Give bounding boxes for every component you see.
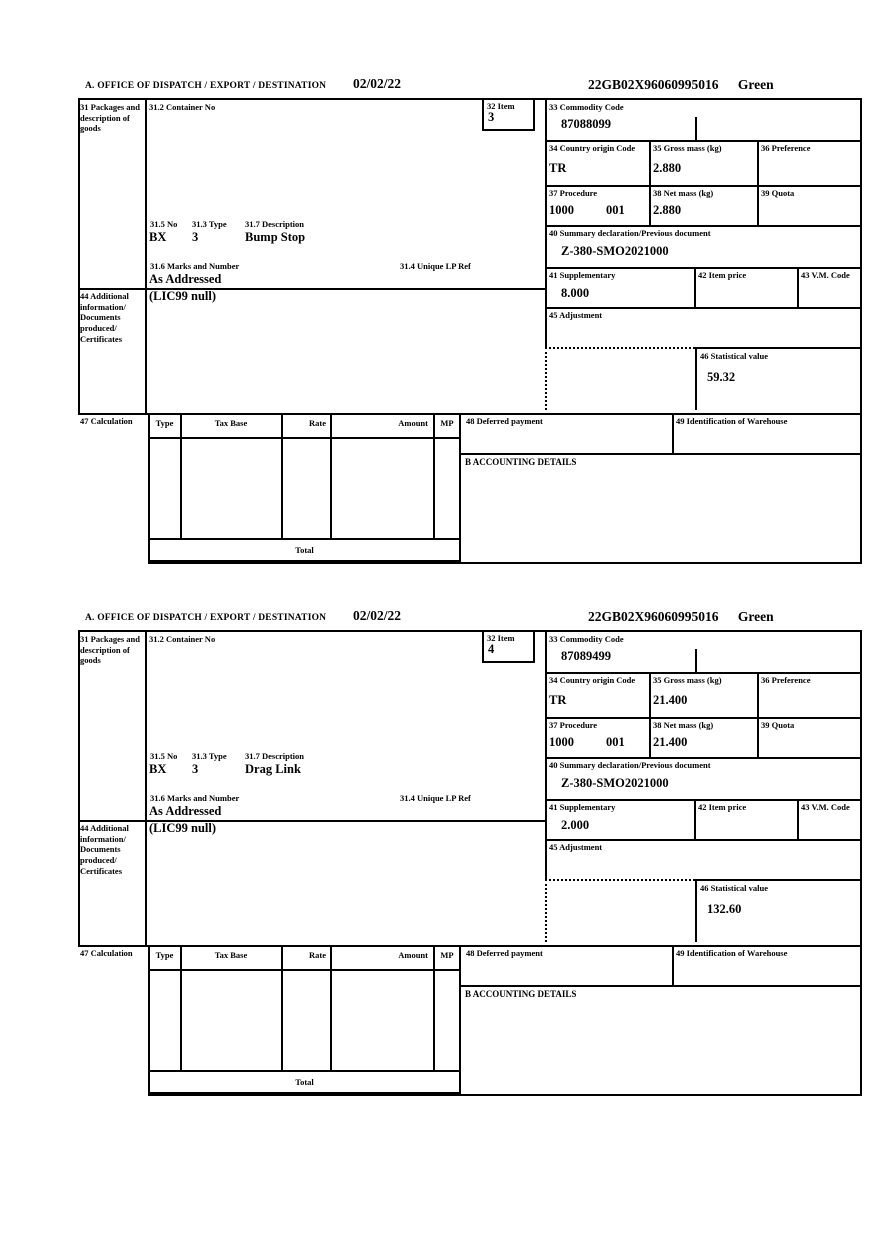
box35-gross-mass-label: 35 Gross mass (kg) <box>653 143 722 153</box>
sad-continuation-copy <box>0 607 882 1139</box>
box48-deferred-payment-label: 48 Deferred payment <box>466 948 543 958</box>
commodity-code-value: 87088099 <box>561 117 611 131</box>
box43-vm-code-label: 43 V.M. Code <box>801 802 850 812</box>
box48-bottom-border <box>461 985 862 987</box>
box43-vm-code-label: 43 V.M. Code <box>801 270 850 280</box>
box34-country-origin-label: 34 Country origin Code <box>549 143 636 153</box>
box45-dotted-bottom-border <box>545 879 695 881</box>
box40-bottom-border <box>545 267 862 269</box>
box40-bottom-border <box>545 799 862 801</box>
item-number-value: 3 <box>488 110 495 124</box>
supplementary-units-value: 8.000 <box>561 286 590 300</box>
box45-top-border <box>545 307 862 309</box>
box41-supplementary-label: 41 Supplementary <box>549 802 616 812</box>
net-mass-value: 2.880 <box>653 203 682 217</box>
box45-adjustment-label: 45 Adjustment <box>549 842 603 852</box>
box31-6-marks-label: 31.6 Marks and Number <box>150 261 240 271</box>
box40-previous-document-label: 40 Summary declaration/Previous document <box>549 760 711 770</box>
box33-bottom-border <box>545 672 862 674</box>
box37-row-bottom-border <box>545 225 862 227</box>
box42-item-price-label: 42 Item price <box>698 270 747 280</box>
box32-item-label: 32 Item <box>487 101 515 111</box>
label-column-divider <box>145 630 147 945</box>
box31-2-container-label: 31.2 Container No <box>149 634 216 644</box>
calc-col-divider-taxbase <box>281 947 283 1070</box>
previous-document-value: Z-380-SMO2021000 <box>561 776 669 790</box>
box45-top-border <box>545 839 862 841</box>
form-top-border <box>78 630 862 632</box>
package-no-value: BX <box>149 762 167 776</box>
declaration-reference <box>588 77 774 93</box>
calculation-table <box>148 945 461 1072</box>
box31-3-type-label: 31.3 Type <box>192 219 227 229</box>
calc-header-amount: Amount <box>398 950 428 960</box>
box33-commodity-label: 33 Commodity Code <box>549 102 624 112</box>
calc-header-type: Type <box>155 950 174 960</box>
declaration-reference <box>588 609 774 625</box>
calc-col-divider-amount <box>433 947 435 1070</box>
procedure-code-2-value: 001 <box>606 735 625 749</box>
statistical-value: 132.60 <box>707 902 742 916</box>
calc-header-mp: MP <box>440 418 454 428</box>
box48-bottom-border <box>461 453 862 455</box>
label-column-divider <box>145 98 147 413</box>
goods-description-value: Bump Stop <box>245 230 306 244</box>
additional-information-value: (LIC99 null) <box>149 821 217 835</box>
box34-row-bottom-border <box>545 717 862 719</box>
procedure-code-2-value: 001 <box>606 203 625 217</box>
box31-7-description-label: 31.7 Description <box>245 751 305 761</box>
box39-quota-label: 39 Quota <box>761 720 795 730</box>
box31-4-unique-lp-ref-label: 31.4 Unique LP Ref <box>400 793 471 803</box>
form-left-border <box>78 98 80 413</box>
package-type-value: 3 <box>192 230 199 244</box>
procedure-code-value: 1000 <box>549 203 574 217</box>
net-mass-value: 21.400 <box>653 735 688 749</box>
box38-net-mass-label: 38 Net mass (kg) <box>653 720 714 730</box>
commodity-code-value: 87089499 <box>561 649 611 663</box>
box48-49-divider <box>672 413 674 453</box>
form-bottom-border <box>148 1094 862 1096</box>
adjustment-dotted-left-border <box>545 347 547 410</box>
calc-header-amount: Amount <box>398 418 428 428</box>
calc-col-divider-rate <box>330 947 332 1070</box>
box38-net-mass-label: 38 Net mass (kg) <box>653 188 714 198</box>
calculation-table <box>148 413 461 540</box>
calc-col-divider-rate <box>330 415 332 538</box>
box46-statistical-value-label: 46 Statistical value <box>700 351 768 361</box>
entry-reference-number: 22GB02X96060995016 <box>588 609 719 624</box>
calc-col-divider-taxbase <box>281 415 283 538</box>
box33-bottom-border <box>545 140 862 142</box>
box41-supplementary-label: 41 Supplementary <box>549 270 616 280</box>
calc-col-divider-type <box>180 947 182 1070</box>
calc-header-rate: Rate <box>309 418 326 428</box>
office-of-dispatch-label: A. OFFICE OF DISPATCH / EXPORT / DESTINATION <box>85 81 327 91</box>
box31-packages-label: 31 Packages and description of goods <box>80 102 140 134</box>
box41-42-divider <box>694 799 696 839</box>
box31-packages-label: 31 Packages and description of goods <box>80 634 140 666</box>
statistical-value: 59.32 <box>707 370 736 384</box>
package-no-value: BX <box>149 230 167 244</box>
gross-mass-value: 2.880 <box>653 161 682 175</box>
country-origin-value: TR <box>549 161 567 175</box>
marks-and-number-value: As Addressed <box>149 272 222 286</box>
box46-statistical-value-label: 46 Statistical value <box>700 883 768 893</box>
box34-35-divider <box>649 140 651 225</box>
box41-42-divider <box>694 267 696 307</box>
box31-5-no-label: 31.5 No <box>150 219 178 229</box>
entry-reference-number: 22GB02X96060995016 <box>588 77 719 92</box>
box34-row-bottom-border <box>545 185 862 187</box>
calc-header-mp: MP <box>440 950 454 960</box>
box31-3-type-label: 31.3 Type <box>192 751 227 761</box>
box32-item-label: 32 Item <box>487 633 515 643</box>
box31-4-unique-lp-ref-label: 31.4 Unique LP Ref <box>400 261 471 271</box>
procedure-code-value: 1000 <box>549 735 574 749</box>
box42-43-divider <box>797 799 799 839</box>
calc-header-underline <box>148 969 461 971</box>
calc-total-label: Total <box>295 545 314 555</box>
supplementary-units-value: 2.000 <box>561 818 590 832</box>
form-top-border <box>78 98 862 100</box>
package-type-value: 3 <box>192 762 199 776</box>
right-column-divider <box>545 630 547 879</box>
box44-additional-info-label: 44 Additional information/ Documents produced/ Certificates <box>80 823 129 876</box>
box48-deferred-payment-label: 48 Deferred payment <box>466 416 543 426</box>
routing-status: Green <box>737 77 774 92</box>
calc-col-divider-type <box>180 415 182 538</box>
box34-35-divider <box>649 672 651 757</box>
accounting-details-label: B ACCOUNTING DETAILS <box>465 457 577 467</box>
box35-gross-mass-label: 35 Gross mass (kg) <box>653 675 722 685</box>
gross-mass-value: 21.400 <box>653 693 688 707</box>
box33-commodity-label: 33 Commodity Code <box>549 634 624 644</box>
additional-information-value: (LIC99 null) <box>149 289 217 303</box>
calc-header-underline <box>148 437 461 439</box>
commodity-code-divider <box>695 117 697 140</box>
box45-dotted-bottom-border <box>545 347 695 349</box>
form-bottom-border <box>148 562 862 564</box>
box42-item-price-label: 42 Item price <box>698 802 747 812</box>
box31-7-description-label: 31.7 Description <box>245 219 305 229</box>
form-right-border <box>860 98 862 562</box>
calc-header-type: Type <box>155 418 174 428</box>
routing-status: Green <box>737 609 774 624</box>
calc-total-label: Total <box>295 1077 314 1087</box>
adjustment-dotted-left-border <box>545 879 547 942</box>
box36-preference-label: 36 Preference <box>761 143 811 153</box>
box44-additional-info-label: 44 Additional information/ Documents produced/ Certificates <box>80 291 129 344</box>
box37-procedure-label: 37 Procedure <box>549 188 598 198</box>
box31-6-marks-label: 31.6 Marks and Number <box>150 793 240 803</box>
box47-calculation-label: 47 Calculation <box>80 416 133 426</box>
calc-col-divider-amount <box>433 415 435 538</box>
box36-preference-label: 36 Preference <box>761 675 811 685</box>
box42-43-divider <box>797 267 799 307</box>
form-right-border <box>860 630 862 1094</box>
calc-header-tax-base: Tax Base <box>214 950 248 960</box>
box47-calculation-label: 47 Calculation <box>80 948 133 958</box>
box37-procedure-label: 37 Procedure <box>549 720 598 730</box>
country-origin-value: TR <box>549 693 567 707</box>
box48-49-divider <box>672 945 674 985</box>
calc-header-rate: Rate <box>309 950 326 960</box>
box35-36-divider <box>757 140 759 225</box>
declaration-date: 02/02/22 <box>353 608 402 623</box>
right-column-divider <box>545 98 547 347</box>
accounting-details-label: B ACCOUNTING DETAILS <box>465 989 577 999</box>
sad-continuation-copy <box>0 75 882 607</box>
declaration-date: 02/02/22 <box>353 76 402 91</box>
box37-row-bottom-border <box>545 757 862 759</box>
box40-previous-document-label: 40 Summary declaration/Previous document <box>549 228 711 238</box>
box35-36-divider <box>757 672 759 757</box>
box39-quota-label: 39 Quota <box>761 188 795 198</box>
box49-warehouse-label: 49 Identification of Warehouse <box>676 948 788 958</box>
item-number-value: 4 <box>488 642 495 656</box>
box45-adjustment-label: 45 Adjustment <box>549 310 603 320</box>
marks-and-number-value: As Addressed <box>149 804 222 818</box>
box31-5-no-label: 31.5 No <box>150 751 178 761</box>
form-left-border <box>78 630 80 945</box>
goods-description-value: Drag Link <box>245 762 301 776</box>
previous-document-value: Z-380-SMO2021000 <box>561 244 669 258</box>
office-of-dispatch-label: A. OFFICE OF DISPATCH / EXPORT / DESTINATION <box>85 613 327 623</box>
box34-country-origin-label: 34 Country origin Code <box>549 675 636 685</box>
box49-warehouse-label: 49 Identification of Warehouse <box>676 416 788 426</box>
calc-header-tax-base: Tax Base <box>214 418 248 428</box>
commodity-code-divider <box>695 649 697 672</box>
box31-2-container-label: 31.2 Container No <box>149 102 216 112</box>
